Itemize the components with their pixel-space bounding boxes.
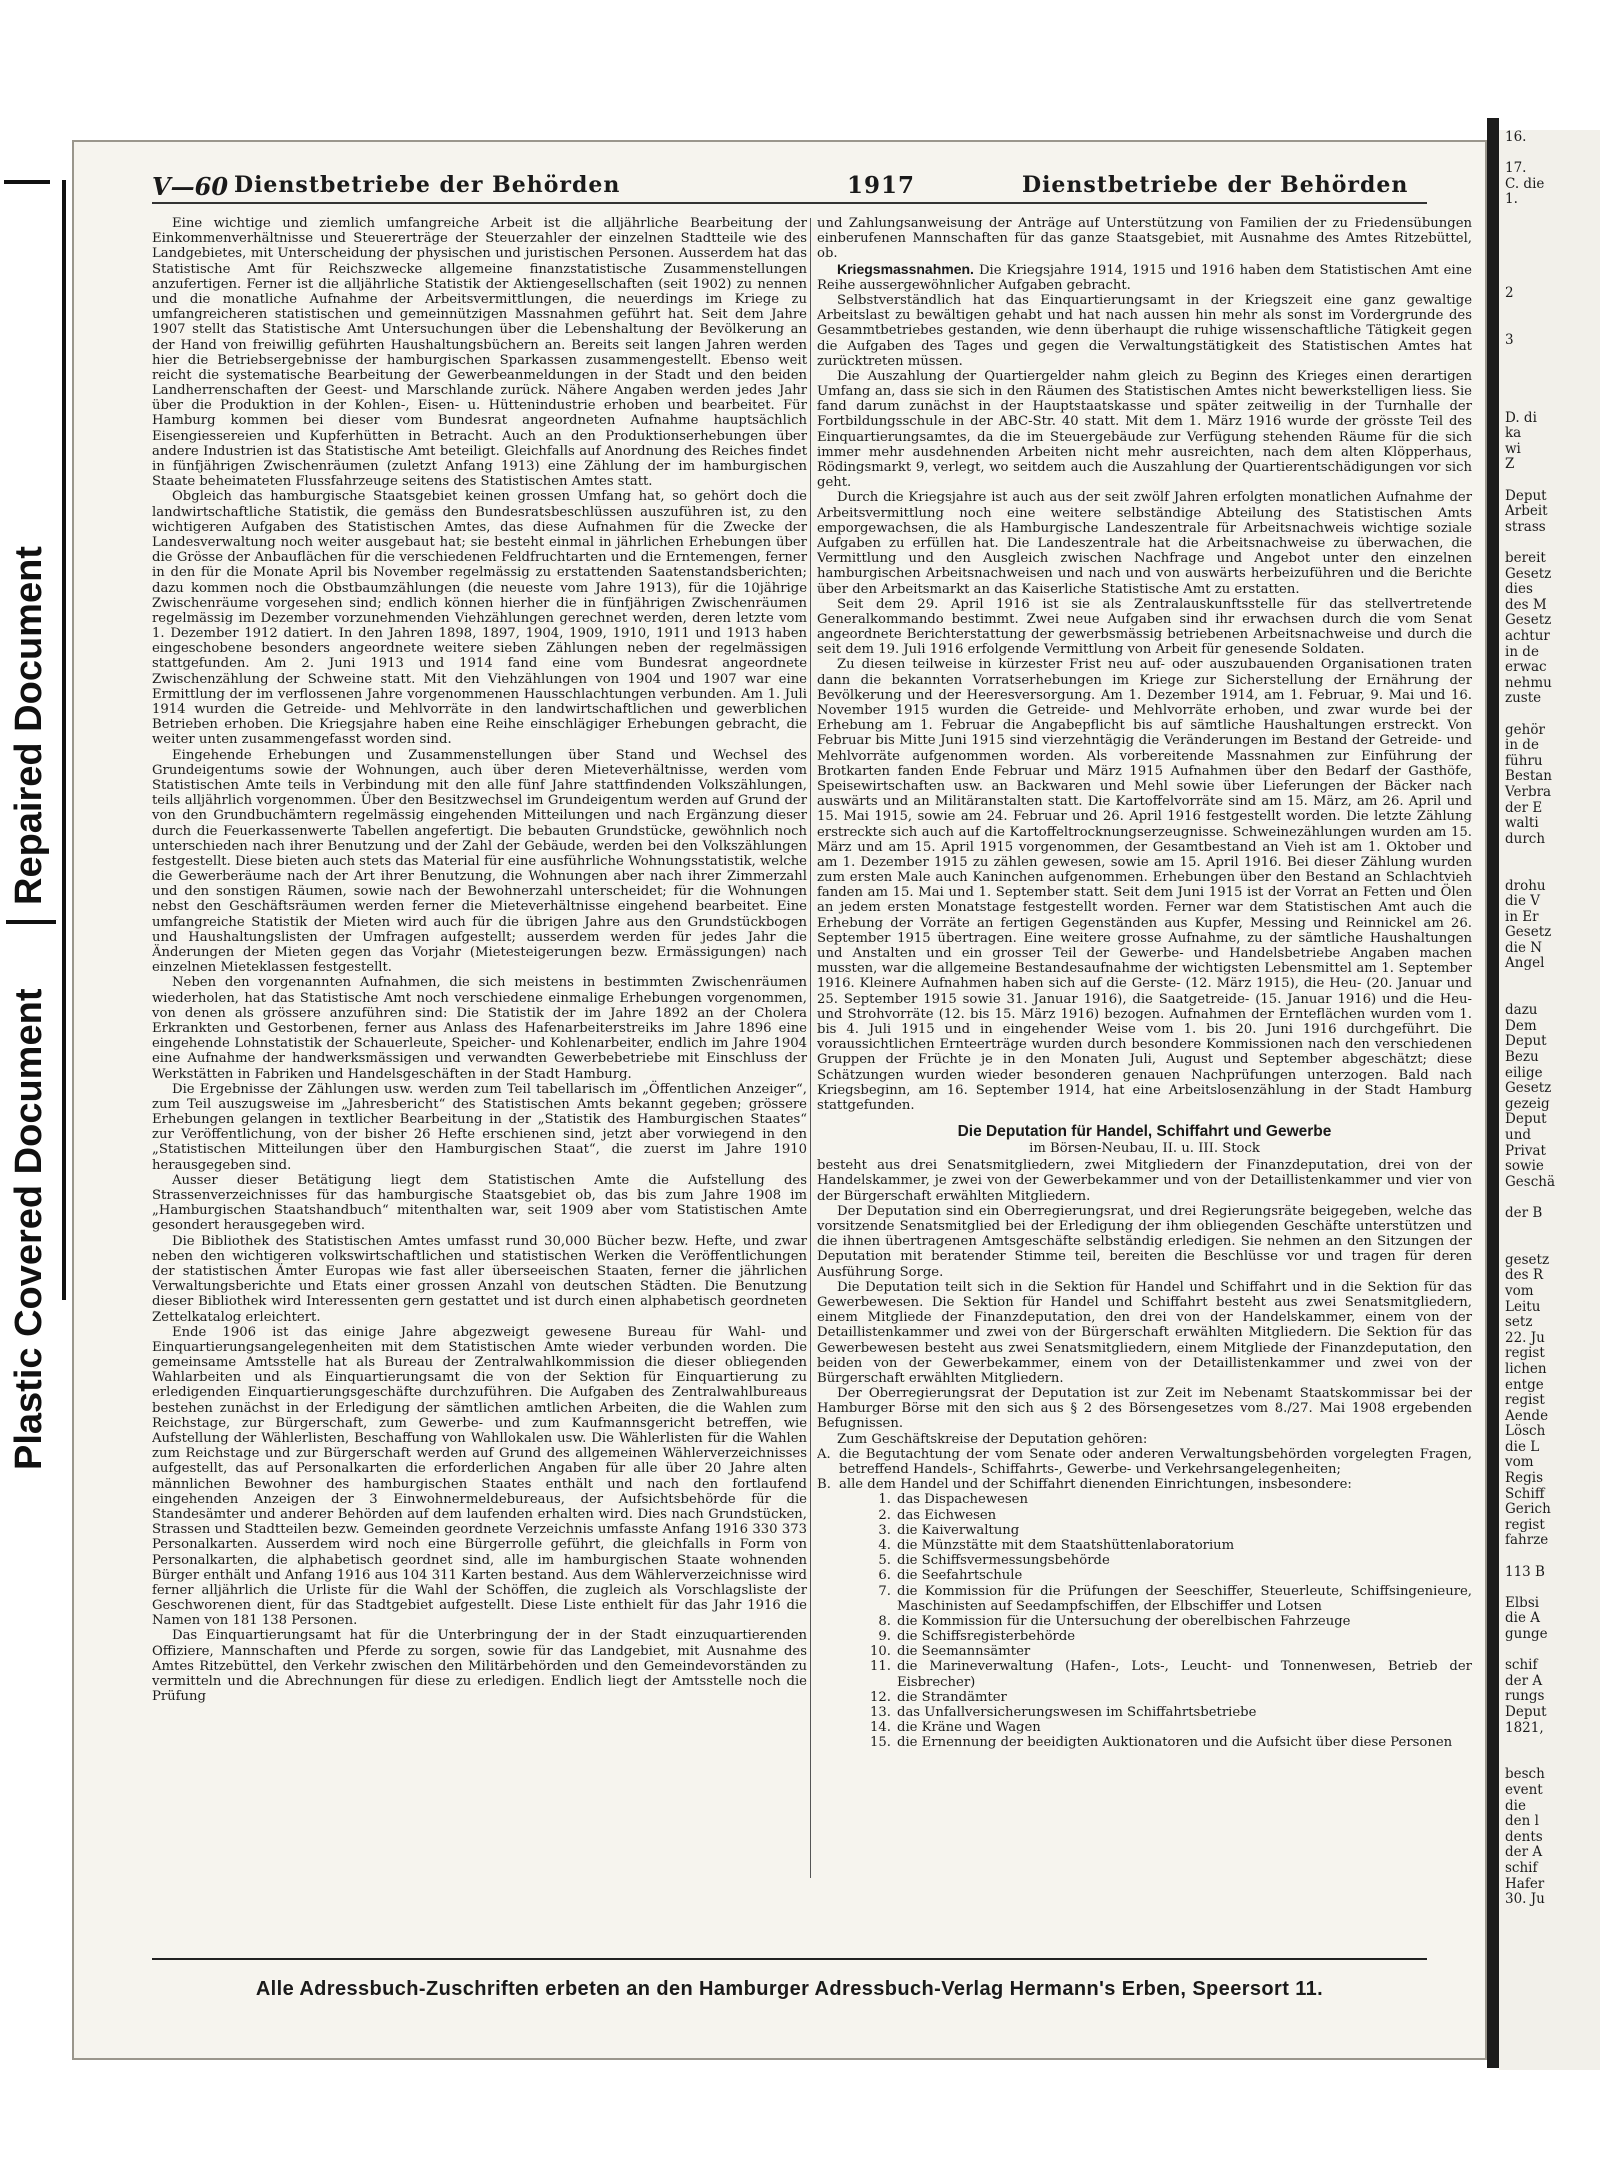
fragment-line: fahrze [1505, 1532, 1549, 1549]
fragment-line [1499, 707, 1600, 723]
sublist-item [865, 1659, 1472, 1689]
section-subtitle: im Börsen-Neubau, II. u. III. Stock [1029, 1141, 1260, 1157]
sublist-number: 15. [870, 1735, 891, 1751]
fragment-line: der A [1505, 1844, 1543, 1861]
fragment-line: drohu [1505, 877, 1546, 894]
sublist-item [865, 1553, 1472, 1568]
fragment-line: gunge [1505, 1626, 1548, 1642]
fragment-line [1499, 473, 1600, 489]
fragment-line: Dem [1505, 1017, 1537, 1034]
fragment-line: event [1505, 1781, 1543, 1798]
sublist-text: die Kaiverwaltung [897, 1522, 1020, 1538]
sublist-item [865, 1538, 1472, 1553]
paragraph: Selbstverständlich hat das Einquartierungsamt in der Kriegszeit eine ganz gewaltige Arbeitslast zu bewältigen gehabt und hat nach aussen hin mehr als sonst im Vordergrunde des Gesammtbetriebes gestanden, wie denn überhaupt die ruhige wissenschaftliche Tätigkeit gegen die Aufgaben des Tages und gegen die Verwaltungstätigkeit des Statistischen Amtes hat zurücktreten müssen. [817, 292, 1472, 369]
fragment-line [1499, 1237, 1600, 1253]
sublist-text: die Strandämter [897, 1689, 1007, 1705]
fragment-line: dazu [1505, 1002, 1538, 1019]
fragment-line: Privat [1505, 1142, 1546, 1159]
fragment-line: der A [1505, 1672, 1543, 1689]
fragment-line: walti [1505, 815, 1539, 832]
fragment-line: Geschä [1505, 1173, 1556, 1190]
sublist-number: 13. [870, 1705, 891, 1720]
fragment-line: C. die [1505, 175, 1545, 192]
paragraph: Eingehende Erhebungen und Zusammenstellungen über Stand und Wechsel des Grundeigentums sowie der Wohnungen, auch über deren Mieteverhältnisse, werden vom Statistischen Amte teils in Verbindung mit den alle fünf Jahre stattfindenden Volkszählungen, teils alljährlich vorgenommen. Über den Besitzwechsel im Grundeigentum werden auf Grund der von den Grundbuchämtern regelmässig eingehenden Mitteilungen und nach Ergänzung dieser durch die Feuerkassenwerte Tabellen angefertigt. Die bebauten Grundstücke, gewöhnlich noch unterschieden nach ihrer Benutzung und der Zahl der Gebäude, werden bei den Volkszählungen festgestellt. Diese bieten auch stets das Material für eine ausführliche Wohnungsstatistik, welche die Gewerberäume nach der Art ihrer Benutzung, die Wohnungen aber nach ihrer Zimmerzahl und den sonstigen Räumen, sowie nach der Bewohnerzahl unterscheidet; für die Wohnungen nebst den Geschäftsräumen werden ferner die Mieteverhältnisse eingehend bearbeitet. Eine umfangreiche Statistik der Mieten wird auch für die übrigen Jahre aus den Grundstückbogen und Haushaltungslisten der Umfragen aufgestellt; ausserdem werden für jedes Jahr die Änderungen der Mieten gegen das Vorjahr (Mietesteigerungen bezw. Ermässigungen) nach einzelnen Mieteklassen festgestellt. [152, 747, 807, 976]
page-header [152, 172, 1427, 204]
fragment-line: 22. Ju [1505, 1329, 1545, 1346]
sublist-item [865, 1614, 1472, 1629]
fragment-line [1499, 255, 1600, 271]
sublist-text: die Ernennung der beeidigten Auktionatoren und die Aufsicht über diese Personen [897, 1735, 1453, 1751]
fragment-line: Elbsi [1505, 1594, 1540, 1611]
fragment-line: lichen [1505, 1360, 1547, 1377]
fragment-line: Deput [1505, 1111, 1547, 1128]
fragment-line: Leitu [1505, 1298, 1541, 1315]
fragment-line: 2 [1505, 284, 1514, 301]
sublist-text: die Seefahrtschule [897, 1568, 1023, 1584]
fragment-line [1499, 1736, 1600, 1752]
fragment-line: der B [1505, 1204, 1543, 1221]
sublist-item [865, 1523, 1472, 1538]
sublist-text: die Marineverwaltung (Hafen-, Lots-, Leucht- und Tonnenwesen, Betrieb der Eisbrecher) [897, 1659, 1472, 1690]
running-title-left: Dienstbetriebe der Behörden [234, 172, 621, 198]
sublist-number: 11. [870, 1659, 891, 1675]
sublist-text: die Kommission für die Untersuchung der oberelbischen Fahrzeuge [897, 1613, 1351, 1629]
fragment-line: Angel [1505, 955, 1545, 972]
list-marker: B. [817, 1477, 831, 1493]
fragment-line [1499, 146, 1600, 162]
fragment-line: vom [1505, 1454, 1534, 1471]
fragment-line: gezeig [1505, 1095, 1550, 1112]
fragment-line [1499, 395, 1600, 411]
fragment-line: 17. [1505, 160, 1527, 177]
fragment-line: regist [1505, 1516, 1545, 1533]
fragment-line: Gesetz [1505, 565, 1552, 582]
sublist-number: 4. [878, 1537, 891, 1553]
fragment-line: 113 B [1505, 1563, 1545, 1580]
sublist-text: die Kommission für die Prüfungen der Seeschiffer, Steuerleute, Schiffsingenieure, Maschinisten auf Seedampfschiffen, der Elbschiffer und Lotsen [897, 1583, 1472, 1614]
fragment-line: den l [1505, 1813, 1539, 1830]
fragment-line: Verbra [1505, 783, 1552, 800]
fragment-line [1499, 224, 1600, 240]
sublist-item [865, 1629, 1472, 1644]
fragment-line: Deput [1505, 1033, 1547, 1050]
paragraph: Die Bibliothek des Statistischen Amtes umfasst rund 30,000 Bücher bezw. Hefte, und zwar neben den wichtigeren volkswirtschaftlichen und statistischen Werken die Veröffentlichungen der statistischen Ämter Europas wie fast aller überseeischen Staaten, ferner die jährlichen Verwaltungsberichte und Etats einer grossen Anzahl von deutschen Städten. Die Benutzung dieser Bibliothek wird Interessenten gern gestattet und ist durch einen alphabetisch geordneten Zettelkatalog erleichtert. [152, 1233, 807, 1325]
fragment-line: Deput [1505, 487, 1547, 504]
fragment-line [1499, 302, 1600, 318]
fragment-line: achtur [1505, 628, 1550, 644]
sublist-text: die Schiffsregisterbehörde [897, 1629, 1076, 1645]
archive-tab-strip [0, 180, 66, 1470]
fragment-line: Gesetz [1505, 612, 1552, 629]
fragment-line: gehör [1505, 721, 1545, 738]
fragment-line [1499, 208, 1600, 224]
fragment-line: gesetz [1505, 1251, 1550, 1268]
sublist-item [865, 1705, 1472, 1720]
fragment-line [1499, 1643, 1600, 1659]
fragment-line: 3 [1505, 331, 1514, 348]
paragraph: Seit dem 29. April 1916 ist sie als Zentralauskunftsstelle für das stellvertretende Generalkommando bestimmt. Zwei neue Aufgaben sind ihr erwachsen durch die vom Senat angeordnete Berichterstattung der gewerbsmässig betriebenen Arbeitsnachweise und durch die seit dem 19. Juli 1916 erfolgende Vermittlung von Arbeit für genesende Soldaten. [817, 596, 1472, 658]
fragment-line: regist [1505, 1345, 1545, 1362]
fragment-line: schif [1505, 1859, 1538, 1876]
sublist-text: die Seemannsämter [897, 1644, 1031, 1660]
fragment-line [1499, 847, 1600, 863]
sublist-text: die Münzstätte mit dem Staatshüttenlaboratorium [897, 1537, 1235, 1553]
fragment-line: die N [1505, 939, 1543, 956]
fragment-line: nehmu [1505, 674, 1552, 691]
sublist-text: das Eichwesen [897, 1507, 997, 1523]
sublist-item [865, 1690, 1472, 1705]
sublist-item [865, 1508, 1472, 1523]
responsibility-list [817, 1447, 1472, 1493]
sublist-item [865, 1720, 1472, 1735]
page-year: 1917 [847, 172, 916, 199]
fragment-line: besch [1505, 1766, 1545, 1783]
paragraph: Der Oberregierungsrat der Deputation ist zur Zeit im Nebenamt Staatskommissar bei der Hamburger Börse mit den sich aus § 2 des Börsengesetzes vom 8./27. Mai 1908 ergebenden Befugnissen. [817, 1386, 1472, 1432]
sublist-number: 9. [878, 1629, 891, 1645]
publisher-footer: Alle Adressbuch-Zuschriften erbeten an den Hamburger Adressbuch-Verlag Hermann's Erben, Speersort 11. [255, 1978, 1324, 2000]
fragment-line: entge [1505, 1376, 1544, 1393]
plastic-covered-document-tab: Plastic Covered Document [8, 988, 50, 1470]
paragraph: Der Deputation sind ein Oberregierungsrat, und drei Regierungsräte beigegeben, welche das vorsitzende Senatsmitglied bei der Erledigung der ihm obliegenden Geschäfte unterstützen und die ihnen übertragenen Amtsgeschäfte selbständig erledigen. Sie nehmen an den Sitzungen der Deputation mit beratender Stimme teil, bereiten die Beschlüsse vor und tragen für deren Ausführung Sorge. [817, 1203, 1472, 1280]
fragment-line: Deput [1505, 1703, 1547, 1720]
fragment-line: setz [1505, 1314, 1533, 1331]
fragment-line: bereit [1505, 550, 1546, 567]
fragment-line: eilige [1505, 1064, 1543, 1081]
fragment-line: Aende [1505, 1407, 1549, 1424]
sublist-number: 14. [870, 1720, 891, 1736]
fragment-line [1499, 1580, 1600, 1596]
fragment-line: wi [1505, 440, 1521, 457]
paragraph: Ausser dieser Betätigung liegt dem Statistischen Amte die Aufstellung des Strassenverzeichnisses für das hamburgische Staatsgebiet ob, das bis zum Jahre 1908 im „Hamburgischen Staatshandbuch“ mitenthalten war, seit 1909 aber vom Statistischen Amte gesondert herausgegeben wird. [152, 1172, 807, 1234]
sublist-text: die Schiffsvermessungsbehörde [897, 1553, 1110, 1569]
fragment-line: des R [1505, 1267, 1544, 1284]
sublist-item [865, 1584, 1472, 1614]
fragment-line: in de [1505, 643, 1539, 660]
fragment-line: rungs [1505, 1688, 1545, 1705]
fragment-line: sowie [1505, 1158, 1544, 1175]
fragment-line: Gesetz [1505, 1080, 1552, 1097]
fragment-line: 1. [1505, 191, 1518, 208]
fragment-line: 16. [1505, 130, 1527, 145]
fragment-line: Hafer [1505, 1875, 1545, 1892]
fragment-line: Arbeit [1505, 503, 1548, 520]
fragment-line: 30. Ju [1505, 1891, 1545, 1908]
paragraph: besteht aus drei Senatsmitgliedern, zwei Mitgliedern der Finanzdeputation, drei von der Handelskammer, je zwei von der Gewerbekammer und von der Detaillistenkammer und vier von der Bürgerschaft erwählten Mitgliedern. [817, 1158, 1472, 1204]
paragraph: Die Deputation teilt sich in die Sektion für Handel und Schiffahrt und in die Sektion für das Gewerbewesen. Die Sektion für Handel und Schiffahrt besteht aus zwei Senatsmitgliedern, einem Mitgliede der Finanzdeputation, den drei von der Handelskammer, einem von der Detaillistenkammer und zwei von der Bürgerschaft erwählten Mitgliedern. Die Sektion für das Gewerbewesen besteht aus zwei Senatsmitgliedern, einem Mitgliede der Finanzdeputation, den beiden von der Gewerbekammer, einem von der Detaillistenkammer und zwei von der Bürgerschaft erwählten Mitgliedern. [817, 1279, 1472, 1386]
paragraph: Neben den vorgenannten Aufnahmen, die sich meistens in bestimmten Zwischenräumen wiederholen, hat das Statistische Amt noch verschiedene einmalige Erhebungen vorgenommen, von denen als grössere anzuführen sind: Die Statistik der im Jahre 1892 an der Cholera Erkrankten und Gestorbenen, ferner aus Anlass des Hafenarbeiterstreiks im Jahre 1896 eine eingehende Lohnstatistik der Schauerleute, Speicher- und Kohlenarbeiter, endlich im Jahre 1904 eine Aufnahme der handwerksmässigen und verwandten Gewerbebetriebe mit Einschluss der Werkstätten in Fabriken und Handelsgeschäften in der Stadt Hamburg. [152, 975, 807, 1082]
page-binding-edge [1487, 118, 1499, 2068]
fragment-line: die A [1505, 1610, 1540, 1627]
fragment-line: führu [1505, 752, 1543, 769]
list-marker: A. [817, 1446, 831, 1462]
tab-divider [6, 920, 56, 924]
fragment-line: regist [1505, 1392, 1545, 1409]
fragment-line: Z [1505, 456, 1515, 473]
fragment-line: 1821, [1505, 1719, 1544, 1736]
fragment-line [1499, 1190, 1600, 1206]
fragment-line [1499, 317, 1600, 333]
fragment-line: Schiff [1505, 1485, 1545, 1502]
paragraph: Die Ergebnisse der Zählungen usw. werden zum Teil tabellarisch im „Öffentlichen Anzeiger“, zum Teil auszugsweise im „Jahresbericht“ des Statistischen Amts bekannt gegeben; grössere Erhebungen gelangen in textlicher Bearbeitung in der „Statistik des Hamburgischen Staates“ zur Veröffentlichung, von der bisher 26 Hefte erschienen sind, jetzt aber vorwiegend in den „Statistischen Mitteilungen über den Hamburgischen Staat“, die zuerst im Jahre 1910 herausgegeben sind. [152, 1081, 807, 1173]
fragment-line [1499, 1222, 1600, 1238]
sublist-text: das Unfallversicherungswesen im Schiffahrtsbetriebe [897, 1705, 1257, 1720]
fragment-line: Lösch [1505, 1423, 1546, 1440]
paragraph: Durch die Kriegsjahre ist auch aus der seit zwölf Jahren erfolgten monatlichen Aufnahme der Arbeitsvermittlung noch eine weitere selbständige Abteilung des Statistischen Amts emporgewachsen, die als Hamburgische Landeszentrale für Arbeitsnachweis wichtige soziale Aufgaben zu erfüllen hat. Die Landeszentrale hat die Arbeitsnachweise zu überwachen, die Vermittlung und den Ausgleich zwischen Nachfrage und Angebot unter den einzelnen hamburgischen Arbeitsnachweisen und nach und von auswärts herbeizuführen und die Berichte über den Arbeitsmarkt an das Kaiserliche Statistische Amt zu erstatten. [817, 490, 1472, 597]
paragraph: Obgleich das hamburgische Staatsgebiet keinen grossen Umfang hat, so gehört doch die landwirtschaftliche Statistik, die gemäss den Bundesratsbeschlüssen auszuführen ist, zu den wichtigeren Aufgaben des Statistischen Amtes, das diese Aufnahmen für die Zwecke der Landesverwaltung noch weiter ausgebaut hat; sie besteht einmal in jährlichen Erhebungen über die Grösse der Anbauflächen für die verschiedenen Feldfruchtarten und die Erntemengen, ferner in den für die Monate April bis November regelmässig zu erstattenden Saatenstandsberichten; dazu kommen noch die Obstbaumzählungen (die neueste vom Jahre 1913), für die 10jährige Zwischenräume vorgesehen sind; endlich können hierher die in fünfjährigen Zwischenräumen regelmässig im Dezember vorzunehmenden Viehzählungen gerechnet werden, deren letzte vom 1. Dezember 1912 datiert. In den Jahren 1898, 1897, 1904, 1909, 1910, 1911 und 1913 haben eingeschobene besonders angeordnete weitere sieben Zählungen neben der regelmässigen stattgefunden. Am 2. Juni 1913 und 1914 fand eine vom Bundesrat angeordnete Zwischenzählung der Schweine statt. Mit den Viehzählungen von 1904 und 1907 war eine Ermittlung der im verflossenen Jahre vorgenommenen Hausschlachtungen verbunden. Am 1. Juli 1914 wurden die Getreide- und Mehlvorräte in den landwirtschaftlichen und gewerblichen Betrieben erhoben. Die Kriegsjahre haben eine Reihe einschlägiger Erhebungen gebracht, die weiter unten zusammengefasst worden sind. [152, 489, 807, 748]
fragment-line: Gesetz [1505, 924, 1552, 941]
column-divider [810, 218, 811, 1878]
paragraph: und Zahlungsanweisung der Anträge auf Unterstützung von Familien der zu Friedensübungen einberufenen Mannschaften für das ganze Staatsgebiet, mit Ausnahme des Amtes Ritzebüttel, ob. [817, 216, 1472, 262]
fragment-line [1499, 380, 1600, 396]
running-title-right: Dienstbetriebe der Behörden [1022, 172, 1409, 198]
paragraph: Zu diesen teilweise in kürzester Frist neu auf- oder auszubauenden Organisationen traten dann die bekannten Vorratserhebungen im Kriege zur Sicherstellung der Ernährung der Bevölkerung und der Heeresversorgung. Am 1. Dezember 1914, am 1. Februar, 9. Mai und 16. November 1915 wurden die Getreide- und Mehlvorräte erhoben, und zwar wurde bei der Erhebung am 1. Februar die Angabepflicht bis auf sämtliche Haushaltungen erstreckt. Von Februar bis Mitte Juni 1915 sind vierzehntägig die Veränderungen im Bestand der Getreide- und Mehlvorräte aufgenommen worden. Als vorbereitende Massnahmen zur Einführung der Brotkarten fanden Ende Februar und März 1915 Aufnahmen über den Bedarf der Gasthöfe, Speisewirtschaften usw. an Backwaren und Mehl sowie über Lieferungen der Bäcker nach auswärts und an Militäranstalten statt. Die Kartoffelvorräte sind am 15. März, am 26. April und 15. Mai 1915, sowie am 24. Februar und 26. April 1916 festgestellt worden. Die letzte Zählung erstreckte sich auch auf die Kartoffeltrocknungserzeugnisse. Schweinezählungen wurden am 15. März und am 15. April 1915 vorgenommen, der Gesamtbestand an Vieh ist am 1. Oktober und am 1. Dezember 1915 zu zählen gewesen, sowie am 15. April 1916. Bei dieser Zählung wurden zum ersten Male auch Kaninchen aufgenommen. Erhebungen über den Bestand an Schlachtvieh fanden am 15. Mai und 1. September statt. Seit dem Juni 1915 ist der Vorrat an Fetten und Ölen an jedem ersten Monatstage festgestellt worden. Ferner war dem Statistischen Amt auch die Erhebung der Vorräte an fertigen Gegenständen aus Kupfer, Messing und Reinnickel am 26. September 1915 übertragen. Eine weitere grosse Aufnahme, zu der sämtliche Haushaltungen und Anstalten und ein grosser Teil der Gewerbe- und Handelsbetriebe Angaben machen mussten, war die allgemeine Bestandesaufnahme der wichtigsten Lebensmittel am 1. September 1916. Kleinere Aufnahmen haben sich auf die Gerste- (12. März 1915), die Heu- (20. Januar und 25. September 1915 sowie 31. Januar 1916), die Saatgetreide- (15. Januar 1916) und die Heu- und Strohvorräte (12. bis 15. März 1916) bezogen. Aufnahmen der Ernteflächen wurden vom 1. bis 4. Juli 1915 und in eingehender Weise vom 1. bis 20. Juni 1916 durchgeführt. Die voraussichtlichen Ernteerträge wurden durch besondere Kommissionen nach den verschiedenen Gruppen der Früchte je in den Monaten Juli, August und September abgeschätzt; diese Schätzungen wurden wieder besonderen genauen Nachprüfungen unterzogen. Bald nach Kriegsbeginn, am 16. September 1914, hat eine Arbeitslosenzählung in der Stadt Hamburg stattgefunden. [817, 657, 1472, 1113]
list-text: alle dem Handel und der Schiffahrt dienenden Einrichtungen, insbesondere: [839, 1477, 1352, 1493]
fragment-line: schif [1505, 1657, 1538, 1674]
fragment-line [1499, 863, 1600, 879]
page-number: V—60 [152, 172, 229, 201]
sublist-item [865, 1644, 1472, 1659]
fragment-line: Bezu [1505, 1049, 1539, 1066]
sublist-item [865, 1568, 1472, 1583]
sublist-number: 12. [870, 1689, 891, 1705]
sublist-number: 10. [870, 1644, 891, 1660]
fragment-line [1499, 972, 1600, 988]
kriegsmassnahmen-paragraph [817, 262, 1472, 293]
paragraph: Ende 1906 ist das einige Jahre abgezweigt gewesene Bureau für Wahl- und Einquartierungsangelegenheiten mit dem Statistischen Amte wieder verbunden worden. Die gemeinsame Amtsstelle hat als Bureau der Zentralwahlkommission die dieser obliegenden Wahlarbeiten und als Einquartierungsamt die von der Sektion für Einquartierung zu erledigenden Einquartierungsgeschäfte durchzuführen. Die Aufgaben des Zentralwahlbureaus bestehen zunächst in der Erledigung der sämtlichen amtlichen Arbeiten, die die Wahlen zum Reichstage, zur Bürgerschaft, zum Gewerbe- und zum Kaufmannsgericht betreffen, wie Aufstellung der Wählerlisten, Beschaffung von Wahllokalen usw. Die Wählerlisten für die Wahlen zum Reichstage und zur Bürgerschaft werden auf Grund des allgemeinen Wählerverzeichnisses aufgestellt, das auf Personalkarten die erforderlichen Angaben für alle über 20 Jahre alten männlichen Bewohner des hamburgischen Staates enthält und nach den fortlaufend eingehenden Anzeigen der 3 Einwohnermeldebureaus, der Aufsichtsbehörde für die Standesämter und anderer Behörden auf dem laufenden erhalten wird. Dies nach Grundstücken, Strassen und Stadtteilen bezw. Gemeinden geordnete Verzeichnis umfasste Anfang 1916 330 373 Personalkarten. Ausserdem wird noch eine Bürgerrolle geführt, die gleichfalls in Form von Personalkarten, die alphabetisch geordnet sind, alle im hamburgischen Staate wohnenden Bürger enthält und Anfang 1916 aus 104 311 Karten bestand. Aus dem Wählerverzeichnisse wird ferner alljährlich die Urliste für die Wahl der Schöffen, die zugleich als Vorschlagsliste der Geschworenen dient, für das Stadtgebiet aufgestellt. Diese Liste enthielt für das Jahr 1916 die Namen von 181 138 Personen. [152, 1324, 807, 1629]
fragment-line [1499, 988, 1600, 1004]
fragment-line [1499, 535, 1600, 551]
right-column [817, 216, 1472, 1881]
fragment-line: D. di [1505, 409, 1537, 426]
paragraph: Zum Geschäftskreise der Deputation gehören: [837, 1431, 1148, 1447]
fragment-line: Regis [1505, 1470, 1544, 1487]
fragment-line [1499, 1549, 1600, 1565]
fragment-line: Bestan [1505, 768, 1553, 785]
fragment-line: und [1505, 1127, 1532, 1143]
fragment-line [1499, 239, 1600, 255]
fragment-line [1499, 270, 1600, 286]
kriegsmassnahmen-heading: Kriegsmassnahmen. [837, 260, 974, 277]
fragment-line: Gerich [1505, 1501, 1551, 1518]
sublist-number: 6. [878, 1568, 891, 1584]
fragment-line: strass [1505, 518, 1546, 535]
institution-sublist [817, 1492, 1472, 1750]
fragment-line: vom [1505, 1282, 1534, 1299]
sublist-item [865, 1735, 1472, 1750]
repaired-document-tab: Repaired Document [8, 546, 50, 905]
paragraph: Die Auszahlung der Quartiergelder nahm gleich zu Beginn des Krieges einen derartigen Umfang an, dass sie sich in den Räumen des Statistischen Amtes nicht bewerkstelligen liess. Sie fand darum zunächst in der Hauptstaatskasse und später zeitweilig in der Turnhalle der Fortbildungsschule in der ABC-Str. 40 statt. Mit dem 1. März 1916 wurde der grösste Teil des Einquartierungsamtes, da die im Steuergebäude zur Verfügung stehenden Räume für die sich immer mehr ausdehnenden Arbeiten nicht mehr ausreichten, nach dem alten Klöpperhaus, Rödingsmarkt 9, verlegt, wo seitdem auch die Auszahlung der Quartierentschädigungen vor sich geht. [817, 368, 1472, 491]
fragment-line: die V [1505, 893, 1540, 910]
sublist-number: 5. [878, 1553, 891, 1569]
sublist-number: 2. [878, 1507, 891, 1523]
sublist-text: das Dispachewesen [897, 1492, 1028, 1508]
fragment-line: dies [1505, 581, 1533, 598]
sublist-text: die Kräne und Wagen [897, 1720, 1041, 1736]
paragraph: Das Einquartierungsamt hat für die Unterbringung der in der Stadt einzuquartierenden Offiziere, Mannschaften und Pferde zu sorgen, sowie für das Landgebiet, mit Ausnahme des Amtes Ritzebüttel, den Verkehr zwischen den Militärbehörden und den Gemeindevorständen zu vermitteln und die Abrechnungen für diese zu erledigen. Endlich liegt der Amtsstelle noch die Prüfung [152, 1628, 807, 1705]
section-title: Die Deputation für Handel, Schiffahrt und Gewerbe [957, 1123, 1332, 1141]
list-item [817, 1477, 1472, 1492]
footer-rule [152, 1958, 1427, 1960]
tab-divider [4, 180, 50, 184]
scanned-page [72, 140, 1487, 2060]
sublist-number: 7. [878, 1583, 891, 1599]
fragment-line: die [1505, 1797, 1526, 1814]
fragment-line: durch [1505, 830, 1546, 847]
fragment-line: der E [1505, 799, 1543, 816]
fragment-line: in Er [1505, 908, 1539, 925]
fragment-line: erwac [1505, 659, 1547, 676]
adjacent-page-fragment [1499, 130, 1600, 2070]
fragment-line [1499, 1752, 1600, 1768]
fragment-line: dents [1505, 1828, 1543, 1845]
list-item [817, 1447, 1472, 1477]
kriegsmassnahmen-text: Die Kriegsjahre 1914, 1915 und 1916 haben dem Statistischen Amt eine Reihe aussergewöhnlicher Aufgaben gebracht. [817, 262, 1472, 293]
fragment-line [1499, 348, 1600, 364]
sublist-number: 3. [878, 1522, 891, 1538]
fragment-line: die L [1505, 1438, 1540, 1455]
left-column [152, 216, 807, 1876]
sublist-number: 1. [878, 1492, 891, 1508]
sublist-item [865, 1492, 1472, 1507]
list-text: die Begutachtung der vom Senate oder anderen Verwaltungsbehörden vorgelegten Fragen, betreffend Handels-, Schiffahrts-, Gewerbe- und Verkehrsangelegenheiten; [839, 1446, 1472, 1477]
fragment-line: des M [1505, 596, 1547, 613]
paragraph: Eine wichtige und ziemlich umfangreiche Arbeit ist die alljährliche Bearbeitung der Einkommenverhältnisse und Steuererträge der Steuerzahler der einzelnen Stadtteile wie des Landgebietes, mit Unterscheidung der physischen und juristischen Personen. Ausserdem hat das Statistische Amt für Reichszwecke allgemeine finanzstatistische Zusammenstellungen anzufertigen. Ferner ist die alljährliche Statistik der Aktiengesellschaften (seit 1902) zu nennen und die monatliche Aufnahme der Arbeitsvermittlungen, die neuerdings im Kriege zu umfangreicheren statistischen und gemeinnützigen Massnahmen geführt hat. Seit dem Jahre 1907 stellt das Statistische Amt Untersuchungen über die Lebenshaltung der Bevölkerung an der Hand von freiwillig geführten Haushaltungsbüchern an. Bereits seit langen Jahren werden hier die Betriebsergebnisse der hamburgischen Sparkassen zusammengestellt. Ebenso weit reicht die systematische Bearbeitung der Gewerbeanmeldungen in der Stadt und den beiden Landherrenschaften der Geest- und Marschlande zurück. Nähere Angaben werden jedes Jahr über die Produktion in der Kohlen-, Eisen- u. Hüttenindustrie erhoben und bearbeitet. Für Hamburg kommen bei dieser vom Bundesrat angeordneten Aufnahme hauptsächlich Eisengiessereien und Kupferhütten in Betracht. Auch an den Produktionserhebungen über andere Industrien ist das Statistische Amt beteiligt. Gleichfalls auf Anordnung des Reiches findet in fünfjährigen Zwischenräumen (zuletzt Anfang 1913) eine Zählung der im hamburgischen Staate beheimateten Flussfahrzeuge seitens des Statistischen Amtes statt. [152, 216, 807, 490]
fragment-line: in de [1505, 737, 1539, 754]
fragment-line: ka [1505, 425, 1522, 442]
fragment-line: zuste [1505, 690, 1542, 707]
sublist-number: 8. [878, 1613, 891, 1629]
fragment-line [1499, 364, 1600, 380]
